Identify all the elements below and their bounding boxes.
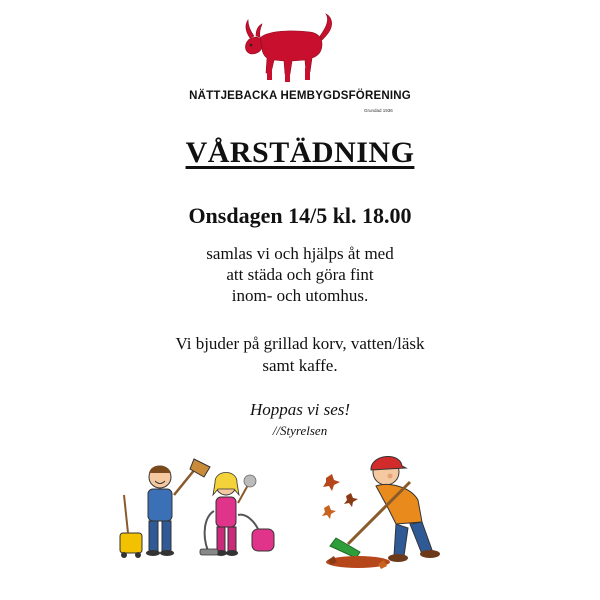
- org-name: NÄTTJEBACKA HEMBYGDSFÖRENING: [189, 90, 411, 102]
- invitation-line: samlas vi och hjälps åt med: [206, 244, 394, 263]
- org-founded: Grundad 1936: [364, 108, 393, 113]
- offer-text: [0, 333, 600, 377]
- event-date: Onsdagen 14/5 kl. 18.00: [188, 203, 412, 228]
- leaf-raking-man-icon: [318, 448, 448, 570]
- invitation-line: inom- och utomhus.: [231, 286, 369, 305]
- invitation-line: att städa och göra fint: [226, 265, 374, 284]
- page-title: VÅRSTÄDNING: [185, 136, 415, 169]
- cleaning-couple-icon: [118, 455, 278, 565]
- closing-text: Hoppas vi ses!: [249, 400, 351, 419]
- logo: [0, 8, 600, 113]
- offer-line: Vi bjuder på grillad korv, vatten/läsk: [175, 334, 425, 353]
- offer-line: samt kaffe.: [262, 356, 338, 375]
- signature: //Styrelsen: [272, 423, 328, 438]
- invitation-text: [0, 243, 600, 306]
- bull-icon: [238, 8, 342, 86]
